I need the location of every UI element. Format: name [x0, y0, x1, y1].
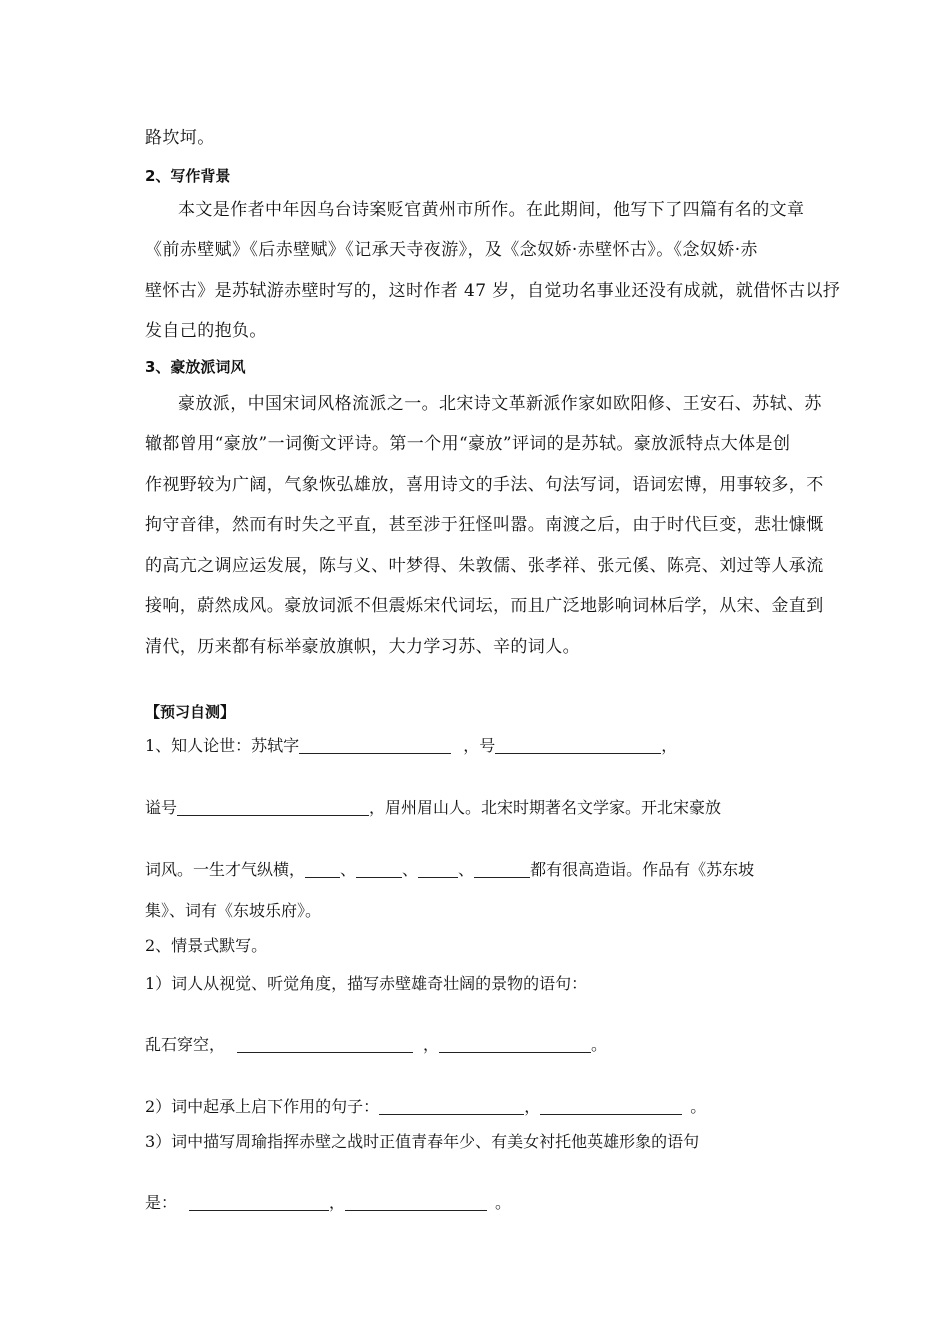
paragraph-line: 发自己的抱负。: [145, 321, 267, 341]
p1-prefix: 乱石穿空，: [145, 1035, 226, 1054]
q1-prefix: 1、知人论世：苏轼字: [145, 736, 300, 755]
intro-tail: 路坎坷。: [145, 128, 215, 148]
section-heading-background: 2、写作背景: [145, 167, 231, 185]
p1-comma: ，: [423, 1035, 440, 1054]
p2-period: 。: [690, 1097, 707, 1116]
paragraph-line: 拘守音律，然而有时失之平直，甚至涉于狂怪叫嚣。南渡之后，由于时代巨变，悲壮慷慨: [145, 515, 824, 535]
p3-comma: ，: [329, 1193, 346, 1212]
paragraph-line: 作视野较为广阔，气象恢弘雄放，喜用诗文的手法、句法写词，语词宏博，用事较多，不: [145, 475, 824, 495]
quiz-q2-p3-answer: [145, 1193, 511, 1213]
quiz-q1-line3: [145, 860, 754, 880]
quiz-q1-line1: [145, 736, 677, 756]
q1-l3-prefix: 词风。一生才气纵横，: [145, 860, 306, 879]
blank-literary-name[interactable]: [495, 737, 661, 754]
p3-prefix: 是：: [145, 1193, 178, 1212]
blank-talent-3[interactable]: [418, 861, 458, 878]
q1-sep: 、: [458, 860, 475, 879]
q1-end: ，: [661, 736, 678, 755]
quiz-heading: 【预习自测】: [145, 703, 236, 721]
blank-talent-2[interactable]: [356, 861, 402, 878]
paragraph-line: 本文是作者中年因乌台诗案贬官黄州市所作。在此期间，他写下了四篇有名的文章: [178, 200, 805, 220]
q1-mid: ，号: [463, 736, 496, 755]
p1-period: 。: [591, 1035, 608, 1054]
quiz-q2-p1-prompt: 1）词人从视觉、听觉角度，描写赤壁雄奇壮阔的景物的语句：: [145, 974, 588, 993]
blank-p2-b[interactable]: [540, 1098, 682, 1115]
quiz-q2-p3-prompt: 3）词中描写周瑜指挥赤壁之战时正值青春年少、有美女衬托他英雄形象的语句: [145, 1132, 700, 1151]
blank-p1-a[interactable]: [237, 1036, 413, 1053]
quiz-q1-line2: [145, 798, 721, 818]
section-heading-style: 3、豪放派词风: [145, 358, 246, 376]
q1-l2-suffix: ，眉州眉山人。北宋时期著名文学家。开北宋豪放: [369, 798, 722, 817]
blank-talent-4[interactable]: [474, 861, 530, 878]
blank-p3-b[interactable]: [345, 1194, 487, 1211]
blank-posthumous-name[interactable]: [177, 799, 369, 816]
q1-l2-prefix: 谥号: [145, 798, 178, 817]
paragraph-line: 的高亢之调应运发展，陈与义、叶梦得、朱敦儒、张孝祥、张元傒、陈亮、刘过等人承流: [145, 556, 824, 576]
quiz-q2-p2: [145, 1097, 706, 1117]
p2-prefix: 2）词中起承上启下作用的句子：: [145, 1097, 380, 1116]
blank-p1-b[interactable]: [439, 1036, 591, 1053]
q1-sep: 、: [402, 860, 419, 879]
q1-l3-suffix: 都有很高造诣。作品有《苏东坡: [530, 860, 755, 879]
blank-p3-a[interactable]: [189, 1194, 329, 1211]
q1-sep: 、: [340, 860, 357, 879]
p2-comma: ，: [524, 1097, 541, 1116]
paragraph-line: 《前赤壁赋》《后赤壁赋》《记承天寺夜游》，及《念奴娇·赤壁怀古》。《念奴娇·赤: [145, 240, 758, 260]
blank-courtesy-name[interactable]: [299, 737, 451, 754]
blank-p2-a[interactable]: [379, 1098, 524, 1115]
paragraph-line: 辙都曾用“豪放”一词衡文评诗。第一个用“豪放”评词的是苏轼。豪放派特点大体是创: [145, 434, 791, 454]
quiz-q2-p1-answer: [145, 1035, 607, 1055]
p3-period: 。: [495, 1193, 512, 1212]
paragraph-line: 豪放派，中国宋词风格流派之一。北宋诗文革新派作家如欧阳修、王安石、苏轼、苏: [178, 394, 822, 414]
quiz-q2-title: 2、情景式默写。: [145, 936, 268, 955]
paragraph-line: 清代，历来都有标举豪放旗帜，大力学习苏、辛的词人。: [145, 637, 580, 657]
paragraph-line: 接响，蔚然成风。豪放词派不但震烁宋代词坛，而且广泛地影响词林后学，从宋、金直到: [145, 596, 824, 616]
blank-talent-1[interactable]: [305, 861, 340, 878]
paragraph-line: 壁怀古》是苏轼游赤壁时写的，这时作者 47 岁，自觉功名事业还没有成就，就借怀古以抒: [145, 281, 841, 301]
quiz-q1-line4: 集》、词有《东坡乐府》。: [145, 901, 322, 920]
